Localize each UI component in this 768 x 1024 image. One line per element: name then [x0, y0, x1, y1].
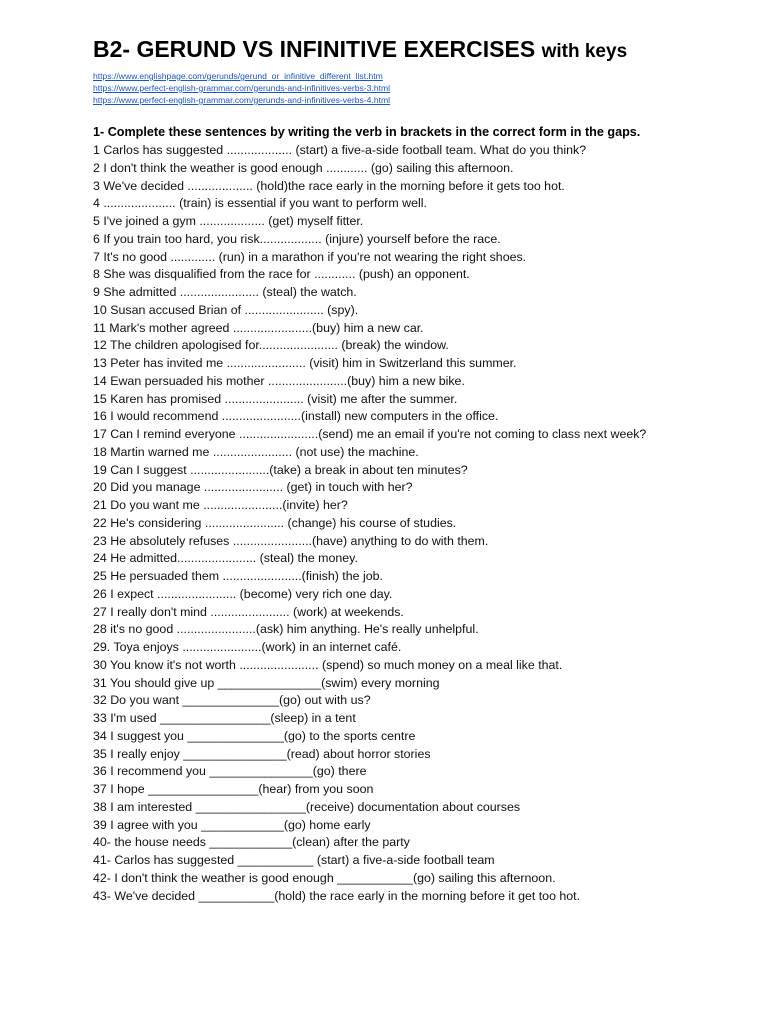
title-suffix: with keys	[541, 41, 628, 62]
exercise-sentence: 35 I really enjoy _______________(read) about horror stories	[93, 746, 431, 761]
exercise-sentence: 24 He admitted....................... (steal) the money.	[93, 551, 358, 566]
exercise-sentence: 29. Toya enjoys .......................(work) in an internet café.	[93, 640, 402, 654]
exercise-sentence: 6 If you train too hard, you risk.................. (injure) yourself before the race.	[93, 231, 501, 246]
exercise-sentence: 43- We've decided ___________(hold) the race early in the morning before it get too hot.	[93, 888, 581, 903]
reference-link-3[interactable]: https://www.perfect-english-grammar.com/gerunds-and-infinitives-verbs-4.html	[93, 95, 391, 105]
exercise-sentence: 42- I don't think the weather is good enough ___________(go) sailing this afternoon.	[93, 870, 556, 885]
exercise-sentence: 3 We've decided ................... (hold)the race early in the morning before it gets too hot.	[93, 178, 565, 193]
exercise-sentence: 1 Carlos has suggested ................... (start) a five-a-side football team. What do you think?	[93, 143, 587, 157]
exercise-sentence: 12 The children apologised for....................... (break) the window.	[93, 338, 449, 353]
exercise-sentence: 11 Mark's mother agreed .......................(buy) him a new car.	[93, 320, 424, 335]
exercise-sentence: 20 Did you manage ....................... (get) in touch with her?	[93, 480, 413, 495]
exercise-sentence: 27 I really don't mind ....................... (work) at weekends.	[93, 604, 404, 619]
exercise-sentence: 23 He absolutely refuses .......................(have) anything to do with them.	[93, 533, 489, 548]
exercise-sentence: 16 I would recommend .......................(install) new computers in the office.	[93, 409, 499, 424]
exercise-sentence: 15 Karen has promised ....................... (visit) me after the summer.	[93, 391, 458, 406]
exercise-sentence: 40- the house needs ____________(clean) after the party	[93, 835, 410, 850]
sentence-list	[93, 142, 693, 905]
exercise-sentence: 34 I suggest you ______________(go) to the sports centre	[93, 728, 416, 743]
title-main: B2- GERUND VS INFINITIVE EXERCISES	[93, 36, 536, 62]
exercise-sentence: 38 I am interested ________________(receive) documentation about courses	[93, 799, 521, 814]
exercise-sentence: 9 She admitted ....................... (steal) the watch.	[93, 285, 357, 299]
exercise-sentence: 5 I've joined a gym ................... (get) myself fitter.	[93, 214, 364, 228]
exercise-sentence: 39 I agree with you ____________(go) home early	[93, 817, 371, 832]
reference-link-2[interactable]: https://www.perfect-english-grammar.com/gerunds-and-infinitives-verbs-3.html	[93, 83, 391, 93]
exercise-sentence: 22 He's considering ....................... (change) his course of studies.	[93, 515, 457, 530]
exercise-sentence: 18 Martin warned me ....................... (not use) the machine.	[93, 444, 419, 459]
exercise-sentence: 25 He persuaded them .......................(finish) the job.	[93, 569, 383, 583]
exercise-sentence: 17 Can I remind everyone .......................(send) me an email if you're not coming to class next week?	[93, 427, 647, 441]
exercise-heading: 1- Complete these sentences by writing the verb in brackets in the correct form in the gaps.	[93, 125, 641, 139]
exercise-sentence: 32 Do you want ______________(go) out with us?	[93, 693, 371, 708]
exercise-sentence: 26 I expect ....................... (become) very rich one day.	[93, 586, 393, 601]
reference-links	[93, 70, 693, 106]
exercise-sentence: 41- Carlos has suggested ___________ (start) a five-a-side football team	[93, 853, 495, 867]
exercise-sentence: 13 Peter has invited me ....................... (visit) him in Switzerland this summer.	[93, 356, 517, 370]
page-title	[93, 34, 693, 67]
exercise-sentence: 37 I hope ________________(hear) from you soon	[93, 782, 374, 796]
exercise-sentence: 10 Susan accused Brian of ....................... (spy).	[93, 302, 359, 317]
exercise-sentence: 21 Do you want me .......................(invite) her?	[93, 498, 348, 512]
exercise-sentence: 19 Can I suggest .......................(take) a break in about ten minutes?	[93, 462, 468, 477]
exercise-sentence: 33 I'm used ________________(sleep) in a tent	[93, 711, 356, 725]
worksheet-page	[93, 34, 693, 905]
exercise-sentence: 7 It's no good ............. (run) in a marathon if you're not wearing the right shoes.	[93, 249, 527, 264]
exercise-sentence: 30 You know it's not worth ....................... (spend) so much money on a meal like that.	[93, 657, 563, 672]
exercise-sentence: 28 it's no good .......................(ask) him anything. He's really unhelpful.	[93, 622, 479, 637]
exercise-sentence: 4 ..................... (train) is essential if you want to perform well.	[93, 196, 427, 211]
exercise-sentence: 8 She was disqualified from the race for ............ (push) an opponent.	[93, 267, 470, 282]
exercise-sentence: 14 Ewan persuaded his mother .......................(buy) him a new bike.	[93, 373, 465, 388]
exercise-sentence: 2 I don't think the weather is good enough ............ (go) sailing this afternoon.	[93, 160, 514, 175]
exercise-sentence: 31 You should give up _______________(swim) every morning	[93, 675, 440, 690]
exercise-sentence: 36 I recommend you _______________(go) there	[93, 764, 367, 779]
reference-link-1[interactable]: https://www.englishpage.com/gerunds/gerund_or_infinitive_different_list.htm	[93, 71, 383, 81]
